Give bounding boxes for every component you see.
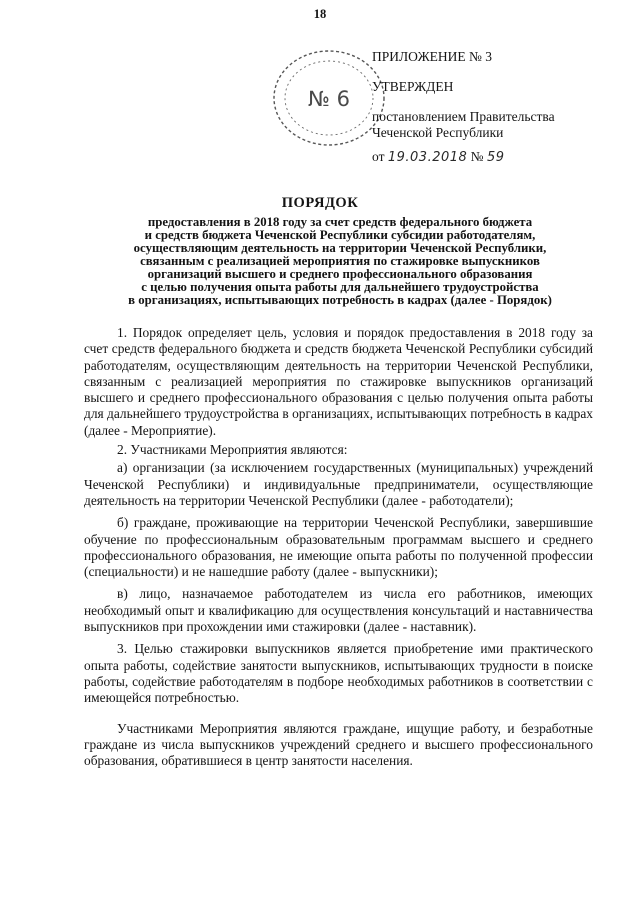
subtitle-line: и средств бюджета Чеченской Республики субсидии работодателям, <box>144 228 536 242</box>
paragraph-2a: а) организации (за исключением государственных (муниципальных) учреждений Чеченской Республики) и индивидуальные предприниматели, осуществляющие деятельность на территории Чеченской Республики (далее - работодатели); <box>84 460 593 508</box>
document-title: ПОРЯДОК <box>281 195 359 211</box>
paragraph-1: 1. Порядок определяет цель, условия и порядок предоставления в 2018 году за счет средств федерального бюджета и средств бюджета Чеченской Республики субсидий работодателям, осуществляющим деятельность на территории Чеченской Республики, связанным с реализацией мероприятия по стажировке выпускников организаций высшего и среднего профессионального образования с целью получения опыта работы для дальнейшего трудоустройства в организациях, испытывающих потребность в кадрах (далее - Мероприятие). <box>84 325 593 438</box>
paragraph-2: 2. Участниками Мероприятия являются: <box>117 442 348 458</box>
subtitle-line: с целью получения опыта работы для дальнейшего трудоустройства <box>141 280 539 294</box>
decree-number: 59 <box>486 150 505 165</box>
subtitle-line: связанным с реализацией мероприятия по стажировке выпускников <box>140 254 540 268</box>
paragraph-3: 3. Целью стажировки выпускников является приобретение ими практического опыта работы, содействие занятости выпускников, испытывающих трудности в поиске работы, содействие работодателям в подборе необходимых работников в соответствии с имеющейся потребностью. <box>84 641 593 706</box>
subtitle-line: осуществляющим деятельность на территории Чеченской Республики, <box>133 241 547 255</box>
subtitle-line: предоставления в 2018 году за счет средств федерального бюджета <box>147 215 533 229</box>
approved-label: УТВЕРЖДЕН <box>372 79 454 94</box>
paragraph-2v: в) лицо, назначаемое работодателем из числа его работников, имеющих необходимый опыт и квалификацию для осуществления консультаций и наставничества выпускников при прохождении ими стажировки (далее - наставник). <box>84 586 593 635</box>
date-prefix: от <box>372 149 385 164</box>
subtitle-line: организаций высшего и среднего профессионального образования <box>147 267 533 281</box>
subtitle-line: в организациях, испытывающих потребность в кадрах (далее - Порядок) <box>128 293 552 307</box>
decree-date-line <box>372 149 632 166</box>
number-prefix: № <box>470 149 484 164</box>
document-body <box>84 325 593 769</box>
paragraph-participants: Участниками Мероприятия являются граждане, ищущие работу, и безработные граждане из числа выпускников учреждений среднего и высшего профессионального образования, обратившиеся в центр занятости населения. <box>84 720 593 769</box>
decree-date: 19.03.2018 <box>387 150 468 165</box>
document-subtitle <box>60 216 620 307</box>
stamp-number: № 6 <box>308 87 350 111</box>
approval-block <box>372 49 632 166</box>
paragraph-2b: б) граждане, проживающие на территории Чеченской Республики, завершившие обучение по профессиональным образовательным программам высшего и среднего профессионального образования, не имеющие опыта работы по полученной профессии (специальности) и не нашедшие работу (далее - выпускники); <box>84 515 593 580</box>
appendix-label: ПРИЛОЖЕНИЕ № 3 <box>372 49 493 64</box>
decree-line: постановлением Правительства <box>372 109 555 124</box>
page-number: 18 <box>313 7 327 21</box>
decree-line: Чеченской Республики <box>372 125 504 140</box>
